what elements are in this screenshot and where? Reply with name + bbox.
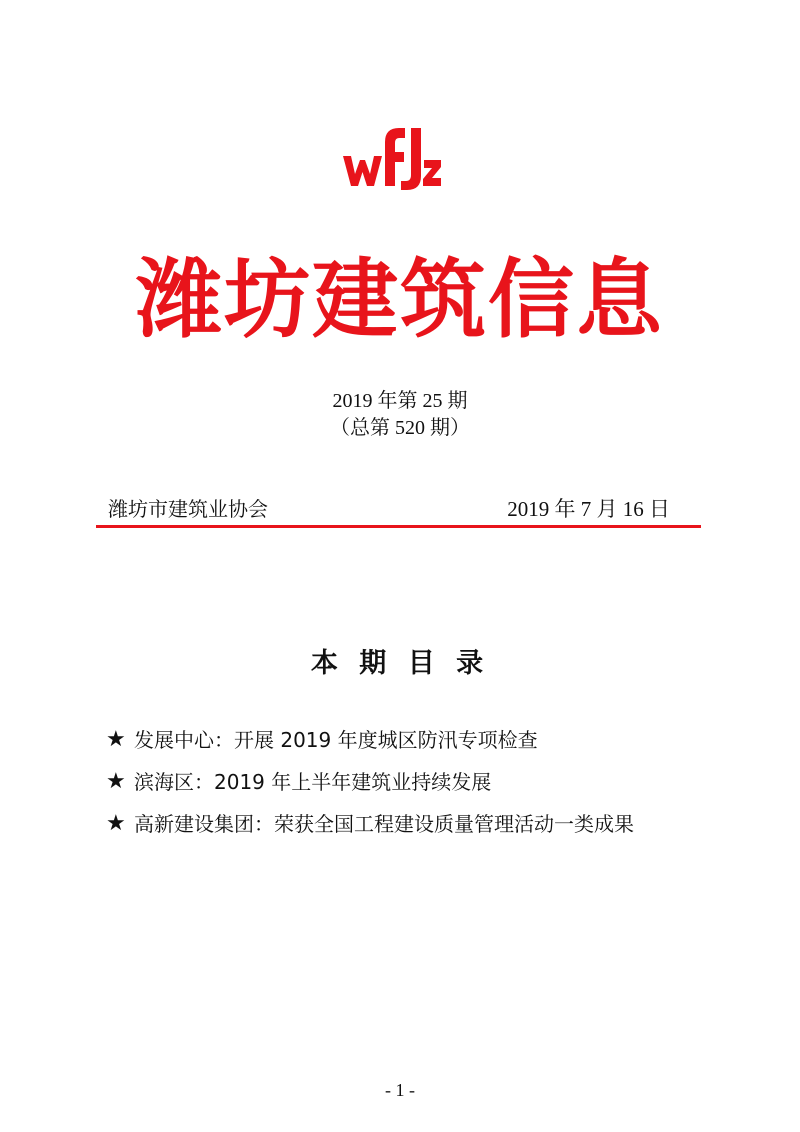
wfjz-logo-icon	[341, 120, 445, 192]
publication-date: 2019 年 7 月 16 日	[507, 497, 670, 521]
toc-heading: 本 期 目 录	[310, 648, 490, 679]
toc-item	[106, 764, 726, 800]
star-bullet-icon: ★	[106, 811, 126, 836]
toc-item-text: 发展中心：开展 2019 年度城区防汛专项检查	[134, 728, 538, 752]
toc-list	[106, 722, 726, 848]
issue-number: 2019 年第 25 期	[332, 390, 468, 412]
issue-total-number: （总第 520 期）	[330, 417, 470, 439]
toc-item	[106, 722, 726, 758]
publisher-name: 潍坊市建筑业协会	[108, 497, 268, 521]
star-bullet-icon: ★	[106, 769, 126, 794]
header-divider	[96, 525, 701, 528]
toc-item-text: 高新建设集团：荣获全国工程建设质量管理活动一类成果	[134, 812, 634, 836]
toc-item	[106, 806, 726, 842]
masthead-title: 潍坊建筑信息	[136, 249, 664, 350]
publication-info-row	[98, 494, 698, 526]
star-bullet-icon: ★	[106, 727, 126, 752]
toc-item-text: 滨海区：2019 年上半年建筑业持续发展	[134, 770, 492, 794]
page-number: - 1 -	[385, 1080, 415, 1100]
